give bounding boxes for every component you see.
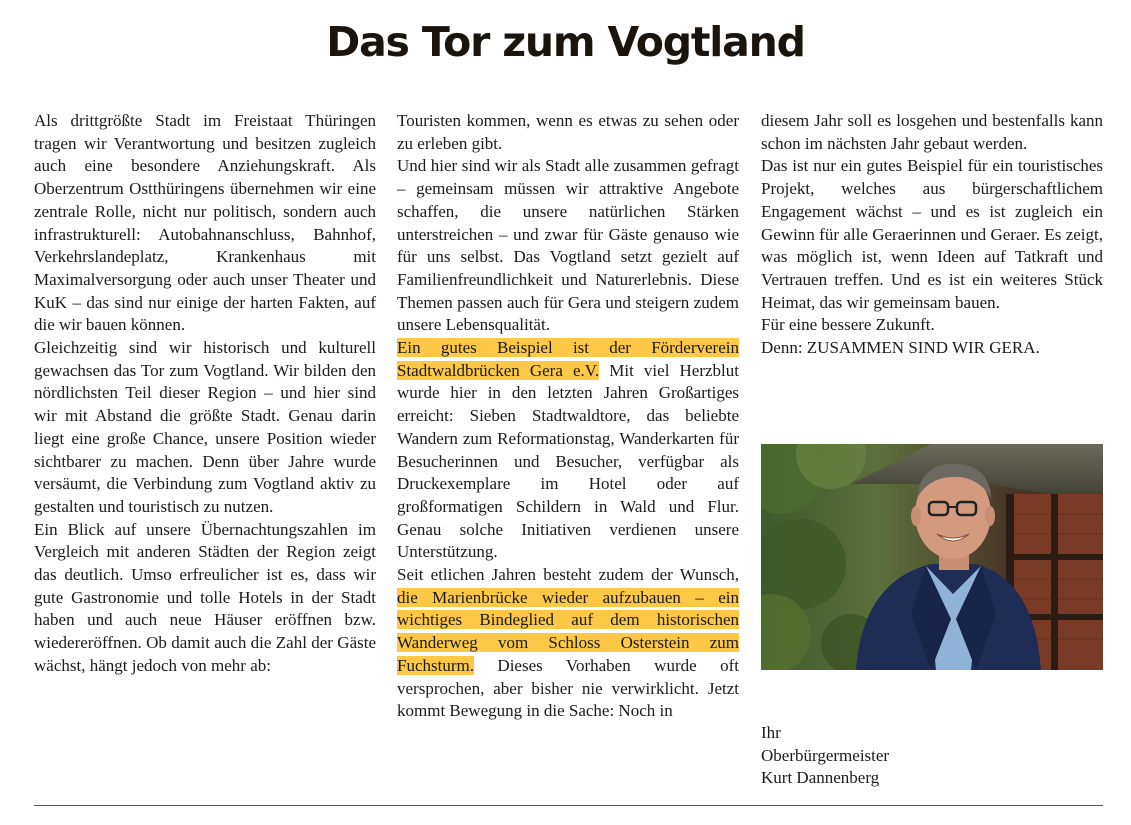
- paragraph: Als drittgrößte Stadt im Freistaat Thüringen tragen wir Verantwortung und besitzen zugleich auch eine besondere Anziehungskraft. Als Oberzentrum Ostthüringens übernehmen wir eine zentrale Rolle, nicht nur politisch, sondern auch infrastrukturell: Autobahnanschluss, Bahnhof, Verkehrslandeplatz, Krankenhaus mit Maximalversorgung oder auch unser Theater und KuK – das sind nur einige der harten Fakten, auf die wir bauen können.: [34, 111, 376, 335]
- signature-role: Oberbürgermeister: [761, 745, 890, 765]
- highlighted-text: die Marienbrücke wieder aufzubauen – ein wichtiges Bindeglied auf dem historischen Wanderweg vom Schloss Osterstein zum Fuchsturm.: [397, 587, 739, 675]
- portrait-photo: [761, 444, 1103, 670]
- paragraph: [397, 337, 739, 564]
- article-title: Das Tor zum Vogtland: [326, 18, 805, 66]
- paragraph: diesem Jahr soll es losgehen und bestenfalls kann schon im nächsten Jahr gebaut werden.: [761, 111, 1103, 153]
- text-column-3: [761, 110, 1103, 360]
- paragraph-text: Dieses Vorhaben wurde oft versprochen, aber bisher nie verwirklicht. Jetzt kommt Bewegung in die Sache: Noch in: [397, 655, 739, 721]
- portrait-illustration: [761, 444, 1103, 670]
- paragraph: Gleichzeitig sind wir historisch und kulturell gewachsen das Tor zum Vogtland. Wir bilden den nördlichsten Teil dieser Region – und hier sind wir mit Abstand die größte Stadt. Genau darin liegt eine große Chance, unsere Position wieder sichtbarer zu machen. Denn über Jahre wurde versäumt, die Verbindung zum Vogtland aktiv zu gestalten und touristisch zu nutzen.: [34, 338, 376, 516]
- paragraph: Touristen kommen, wenn es etwas zu sehen oder zu erleben gibt.: [397, 111, 739, 153]
- paragraph-text: Mit viel Herzblut wurde hier in den letzten Jahren Großartiges erreicht: Sieben Stadtwaldtore, das beliebte Wandern zum Reformationstag, Wanderkarten für Besucherinnen und Besucher, verfügbar als Druckexemplare im Hotel oder auf großformatigen Schildern in Wald und Flur. Genau solche Initiativen verdienen unsere Unterstützung.: [397, 360, 740, 562]
- signature-block: [761, 722, 1103, 790]
- text-column-1: [34, 110, 376, 678]
- text-column-2: [397, 110, 739, 723]
- paragraph: Ein Blick auf unsere Übernachtungszahlen im Vergleich mit anderen Städten der Region zeigt das deutlich. Umso erfreulicher ist es, dass wir gute Gastronomie und tolle Hotels in der Stadt haben und auch neue Häuser eröffnen bzw. wiedereröffnen. Ob damit auch die Zahl der Gäste wächst, hängt jedoch von mehr ab:: [34, 519, 376, 675]
- paragraph: [397, 564, 739, 723]
- signature-name: Kurt Dannenberg: [761, 768, 880, 788]
- highlighted-text: Ein gutes Beispiel ist der Förderverein Stadtwaldbrücken Gera e.V.: [397, 338, 739, 380]
- paragraph: Denn: ZUSAMMEN SIND WIR GERA.: [761, 338, 1040, 358]
- paragraph-text: Seit etlichen Jahren besteht zudem der Wunsch,: [397, 565, 739, 585]
- paragraph: Und hier sind wir als Stadt alle zusammen gefragt – gemeinsam müssen wir attraktive Angebote schaffen, die unsere natürlichen Stärken unterstreichen – und zwar für Gäste genauso wie für uns selbst. Das Vogtland setzt gezielt auf Familienfreundlichkeit und Naturerlebnis. Diese Themen passen auch für Gera und steigern zudem unsere Lebensqualität.: [397, 156, 739, 335]
- signature-greeting: Ihr: [761, 723, 781, 742]
- bottom-divider: [34, 805, 1103, 806]
- paragraph: Für eine bessere Zukunft.: [761, 315, 935, 335]
- paragraph: Das ist nur ein gutes Beispiel für ein touristisches Projekt, welches aus bürgerschaftlichem Engagement wächst – und es ist zugleich ein Gewinn für alle Geraerinnen und Geraer. Es zeigt, was möglich ist, wenn Ideen auf Tatkraft und Vertrauen treffen. Und es ist ein weiteres Stück Heimat, das wir gemeinsam bauen.: [761, 156, 1103, 312]
